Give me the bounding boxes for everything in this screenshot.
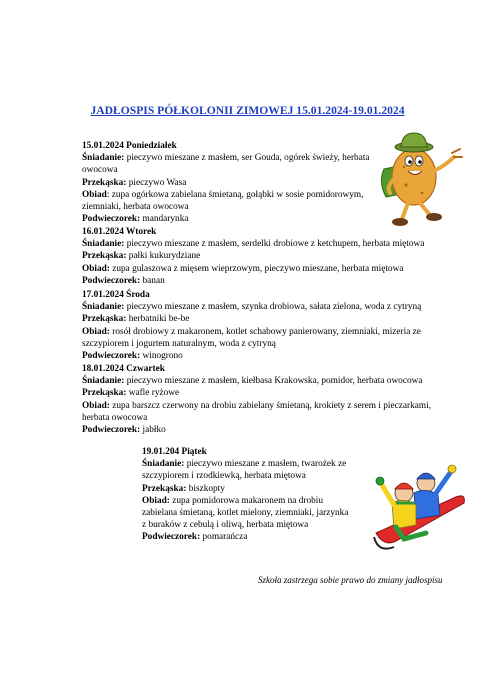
- afternoon-snack-label: Podwieczorek:: [82, 275, 141, 286]
- day-header: 16.01.2024 Wtorek: [82, 227, 157, 237]
- snack-label: Przekąska:: [82, 388, 127, 399]
- snack-text: herbatniki be-be: [128, 314, 190, 325]
- snack-text: wafle ryżowe: [128, 388, 180, 399]
- day-monday: [82, 140, 372, 225]
- breakfast-text: pieczywo mieszane z masłem, serdelki drobiowe z ketchupem, herbata miętowa: [126, 239, 425, 250]
- lunch-text: zupa gulaszowa z mięsem wieprzowym, pieczywo mieszane, herbata miętowa: [112, 263, 404, 274]
- snack-text: pałki kukurydziane: [128, 251, 201, 262]
- day-thursday: [82, 363, 450, 436]
- day-friday: [142, 446, 352, 544]
- lunch-text: zupa barszcz czerwony na drobiu zabielany śmietaną, krokiety z serem i pieczarkami, herbata owocowa: [82, 400, 432, 423]
- afternoon-snack-text: banan: [142, 275, 165, 286]
- breakfast-label: Śniadanie:: [82, 376, 125, 387]
- breakfast-label: Śniadanie:: [142, 459, 185, 470]
- day-header: 18.01.2024 Czwartek: [82, 364, 165, 374]
- afternoon-snack-text: mandarynka: [142, 214, 189, 225]
- breakfast-text: pieczywo mieszane z masłem, ser Gouda, ogórek świeży, herbata owocowa: [82, 153, 370, 176]
- lunch-label: Obiad:: [82, 400, 110, 411]
- snack-text: pieczywo Wasa: [128, 177, 187, 188]
- day-wednesday: [82, 289, 468, 362]
- lunch-label: Obiad:: [82, 326, 110, 337]
- afternoon-snack-label: Podwieczorek:: [82, 351, 141, 362]
- lunch-text: : zupa ogórkowa zabielana śmietaną, gołąbki w sosie pomidorowym, ziemniaki, herbata owocowa: [82, 189, 364, 213]
- breakfast-text: pieczywo mieszane z masłem, twarożek ze szczypiorem i rzodkiewką, herbata miętowa: [142, 459, 347, 482]
- lunch-label: Obiad: [82, 189, 107, 200]
- lunch-text: rosół drobiowy z makaronem, kotlet schabowy panierowany, ziemniaki, mizeria ze szczypiorem i jogurtem naturalnym, woda z cytryną: [82, 326, 421, 349]
- breakfast-text: pieczywo mieszane z masłem, kiełbasa Krakowska, pomidor, herbata owocowa: [126, 376, 423, 387]
- afternoon-snack-label: Podwieczorek:: [82, 425, 141, 436]
- afternoon-snack-text: pomarańcza: [202, 532, 248, 543]
- snack-text: biszkopty: [188, 483, 225, 494]
- kids-on-sled-illustration: [370, 453, 470, 555]
- breakfast-label: Śniadanie:: [82, 239, 125, 250]
- snack-label: Przekąska:: [82, 314, 127, 325]
- lunch-text: zupa pomidorowa makaronem na drobiu zabielana śmietaną, kotlet mielony, ziemniaki, jarzynka z buraków z cebulą i oliwą, herbata miętowa: [142, 495, 349, 531]
- disclaimer-note: Szkoła zastrzega sobie prawo do zmiany jadłospisu: [258, 575, 443, 585]
- breakfast-label: Śniadanie:: [82, 153, 125, 164]
- day-header: 19.01.204 Piątek: [142, 447, 207, 457]
- afternoon-snack-label: Podwieczorek:: [82, 214, 141, 225]
- snack-label: Przekąska:: [82, 251, 127, 262]
- lunch-label: Obiad:: [142, 495, 170, 506]
- afternoon-snack-text: jabłko: [142, 425, 166, 436]
- afternoon-snack-text: winogrono: [142, 351, 183, 362]
- snack-label: Przekąska:: [142, 483, 187, 494]
- day-header: 17.01.2024 Środa: [82, 290, 150, 300]
- day-tuesday: [82, 226, 442, 287]
- breakfast-label: Śniadanie:: [82, 302, 125, 313]
- breakfast-text: pieczywo mieszane z masłem, szynka drobiowa, sałata zielona, woda z cytryną: [126, 302, 422, 313]
- potato-hiker-illustration: [374, 127, 472, 231]
- menu-title: JADŁOSPIS PÓŁKOLONII ZIMOWEJ 15.01.2024-19.01.2024: [90, 104, 405, 117]
- day-header: 15.01.2024 Poniedziałek: [82, 141, 177, 151]
- lunch-label: Obiad:: [82, 263, 110, 274]
- afternoon-snack-label: Podwieczorek:: [142, 532, 201, 543]
- snack-label: Przekąska:: [82, 177, 127, 188]
